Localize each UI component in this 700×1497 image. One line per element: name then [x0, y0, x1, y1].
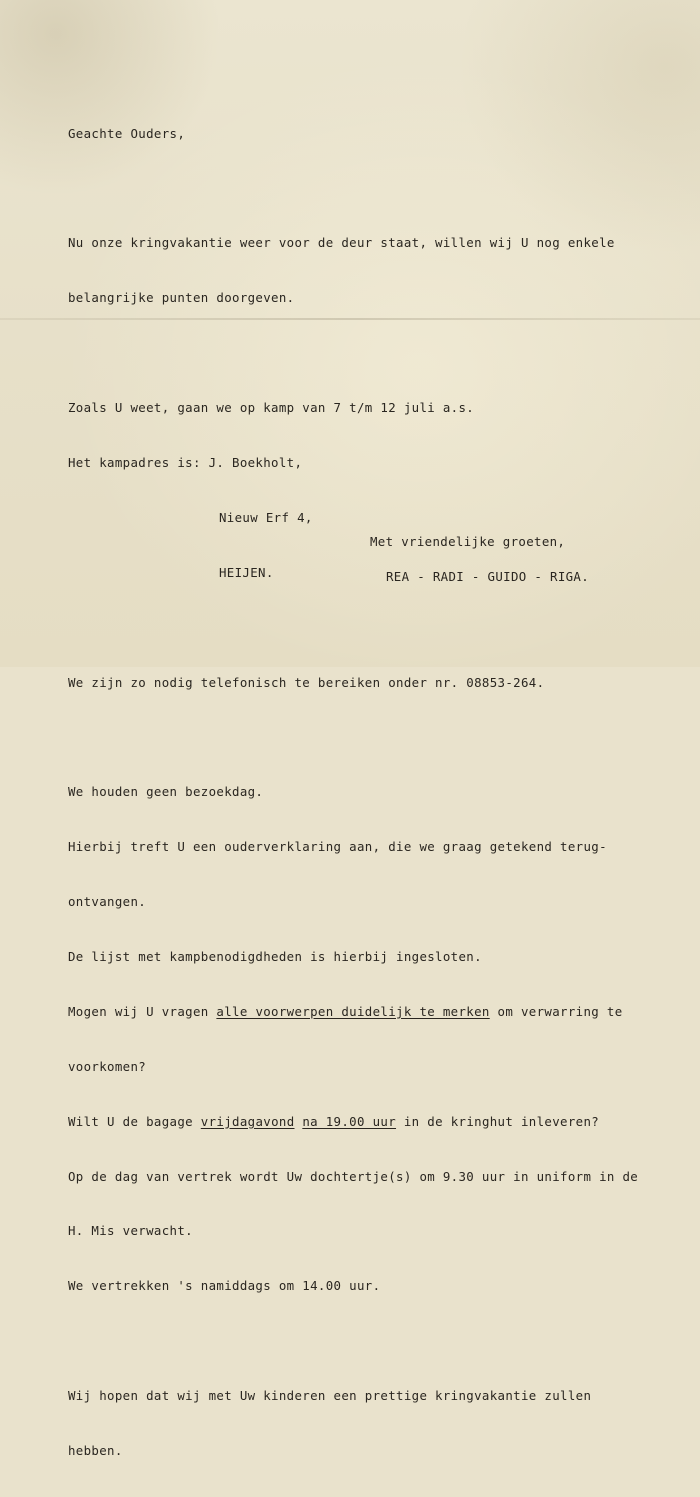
- departure-line-2: H. Mis verwacht.: [68, 1223, 193, 1239]
- parent-declaration-line-2: ontvangen.: [68, 894, 147, 910]
- camp-address-line-1: [68, 454, 688, 472]
- label-items-line-2: voorkomen?: [68, 1058, 147, 1074]
- closing-greeting: Met vriendelijke groeten,: [370, 534, 566, 549]
- luggage-line: [68, 1113, 688, 1131]
- salutation: Geachte Ouders,: [68, 125, 186, 141]
- luggage-day-underlined: vrijdagavond: [200, 1113, 295, 1129]
- closing-wish-line-1: Wij hopen dat wij met Uw kinderen een prettige kringvakantie zullen: [68, 1388, 592, 1404]
- parent-declaration-line-1: Hierbij treft U een ouderverklaring aan, die we graag getekend terug-: [68, 839, 607, 855]
- address-city: HEIJEN.: [219, 564, 274, 580]
- departure-line-1: Op de dag van vertrek wordt Uw dochtertje(s) om 9.30 uur in uniform in de: [68, 1168, 639, 1184]
- no-visiting-day-line: We houden geen bezoekdag.: [68, 784, 264, 800]
- label-items-underlined: alle voorwerpen duidelijk te merken: [216, 1003, 490, 1019]
- signature: REA - RADI - GUIDO - RIGA.: [386, 569, 590, 584]
- camp-supplies-line: De lijst met kampbenodigdheden is hierbij ingesloten.: [68, 948, 482, 964]
- label-items-line-1: [68, 1003, 688, 1021]
- phone-line: We zijn zo nodig telefonisch te bereiken onder nr. 08853-264.: [68, 674, 545, 690]
- camp-dates-line: Zoals U weet, gaan we op kamp van 7 t/m 12 juli a.s.: [68, 400, 475, 416]
- luggage-pre: Wilt U de bagage: [68, 1113, 201, 1129]
- departure-time-line: We vertrekken 's namiddags om 14.00 uur.: [68, 1278, 381, 1294]
- luggage-time-underlined: na 19.00 uur: [302, 1113, 397, 1129]
- closing-wish-line-2: hebben.: [68, 1442, 123, 1458]
- letter-body: [68, 88, 688, 1497]
- luggage-post: in de kringhut inleveren?: [396, 1113, 600, 1129]
- label-items-pre: Mogen wij U vragen: [68, 1003, 217, 1019]
- label-items-post: om verwarring te: [489, 1003, 623, 1019]
- address-street: Nieuw Erf 4,: [219, 509, 313, 525]
- paragraph-1-line-2: belangrijke punten doorgeven.: [68, 290, 295, 306]
- address-name: J. Boekholt,: [208, 454, 303, 470]
- paragraph-1-line-1: Nu onze kringvakantie weer voor de deur staat, willen wij U nog enkele: [68, 235, 615, 251]
- address-label: Het kampadres is:: [68, 454, 209, 470]
